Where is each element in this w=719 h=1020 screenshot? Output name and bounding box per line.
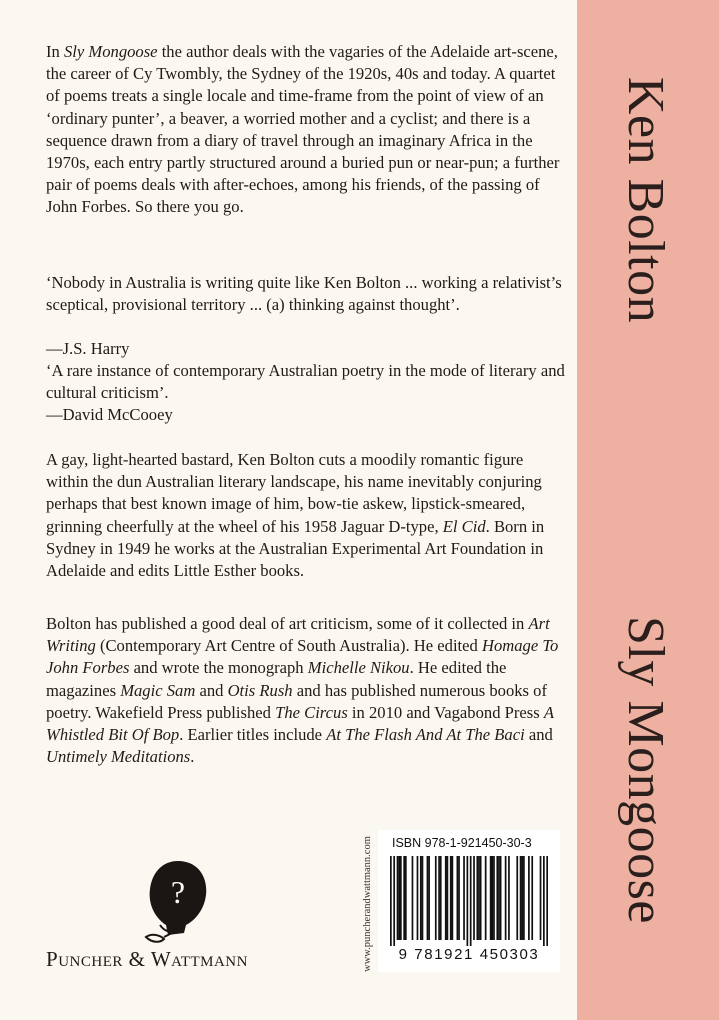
author-bio-paragraph: A gay, light-hearted bastard, Ken Bolton cuts a moodily romantic figure within the dun Australian literary landscape, his name inevitably conjuring perhaps that best known image of him, bow-tie askew, lipstick-smeared, grinning cheerfully at the wheel of his 1958 Jaguar D-type, El Cid. Born in Sydney in 1949 he works at the Australian Experimental Art Foundation in Adelaide and edits Little Esther books. [46,450,545,581]
review-quote-1: ‘Nobody in Australia is writing quite like Ken Bolton ... working a relativist’s sceptical, provisional territory ... (a) thinking against thought’. [46,273,562,315]
spine-title: Sly Mongoose [617,616,674,924]
book-spine [577,0,719,1020]
barcode-digits: 9 781921 450303 [398,946,540,963]
author-bibliography-paragraph: Bolton has published a good deal of art criticism, some of it collected in Art Writing (Contemporary Art Centre of South Australia). He edited Homage To John Forbes and wrote the monograph Michelle Nikou. He edited the magazines Magic Sam and Otis Rush and has published numerous books of poetry. Wakefield Press published The Circus in 2010 and Vagabond Press A Whistled Bit Of Bop. Earlier titles include At The Flash And At The Baci and Untimely Meditations. [46,614,559,767]
svg-text:?: ? [170,874,186,910]
publisher-url: www.puncherandwattmann.com [362,836,373,972]
quote-attribution-2: —David McCooey [46,405,173,424]
review-quote-2: ‘A rare instance of contemporary Australian poetry in the mode of literary and cultural criticism’. [46,361,565,403]
isbn-barcode [378,830,560,972]
boxing-glove-question-mark-icon [138,855,218,945]
barcode-bars [390,856,548,946]
isbn-number: ISBN 978-1-921450-30-3 [392,836,532,850]
spine-author: Ken Bolton [617,76,674,324]
publisher-name: PUNCHER & WATTMANN [46,947,248,971]
blurb-paragraph: In Sly Mongoose the author deals with the vagaries of the Adelaide art-scene, the career of Cy Twombly, the Sydney of the 1920s, 40s and today. A quartet of poems treats a single locale and time-frame from the point of view of an ‘ordinary punter’, a beaver, a worried mother and a cyclist; and there is a sequence drawn from a diary of travel through an imaginary Africa in the 1970s, each entry partly structured around a buried pun or near-pun; a further pair of poems deals with after-echoes, among his friends, of the passing of John Forbes. So there you go. [46,42,560,217]
quote-attribution-1: —J.S. Harry [46,339,130,358]
